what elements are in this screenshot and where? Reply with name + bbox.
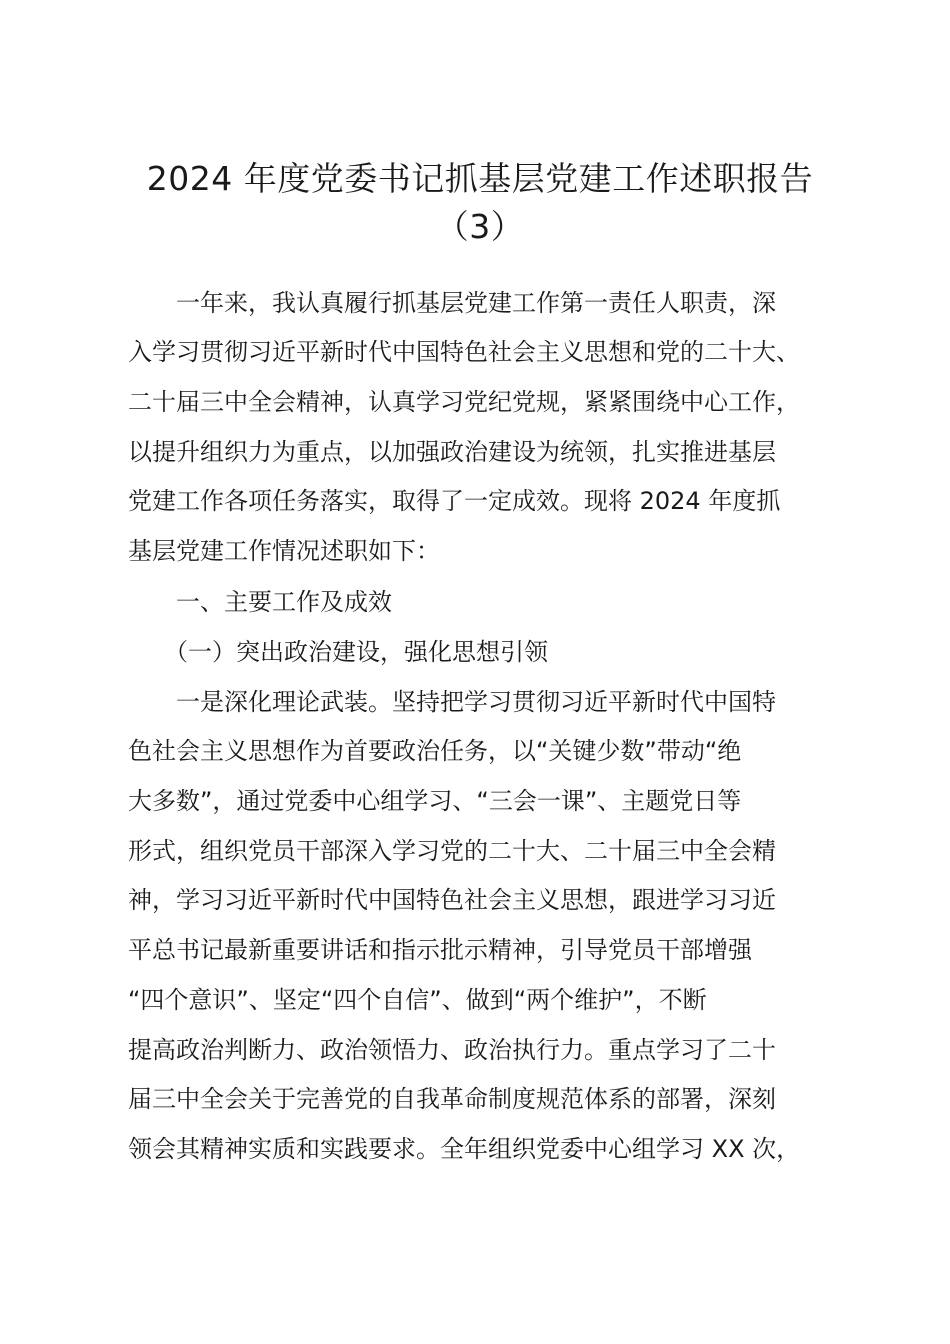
body-line-2: 入学习贯彻习近平新时代中国特色社会主义思想和党的二十大、 [128,338,800,366]
body-line-16: 提高政治判断力、政治领悟力、政治执行力。重点学习了二十 [128,1036,776,1064]
body-line-3: 二十届三中全会精神，认真学习党纪党规，紧紧围绕中心工作， [128,388,800,416]
body-line-1: 一年来，我认真履行抓基层党建工作第一责任人职责，深 [128,289,776,317]
section-heading-1: 一、主要工作及成效 [128,588,392,616]
body-line-6: 基层党建工作情况述职如下： [128,537,440,565]
body-line-14: 平总书记最新重要讲话和指示批示精神，引导党员干部增强 [128,936,752,964]
document-title-number: （3） [435,207,525,246]
body-line-4: 以提升组织力为重点，以加强政治建设为统领，扎实推进基层 [128,438,776,466]
body-line-11: 大多数”，通过党委中心组学习、“三会一课”、主题党日等 [128,787,742,815]
body-line-15: “四个意识”、坚定“四个自信”、做到“两个维护”，不断 [128,986,707,1014]
body-line-17: 届三中全会关于完善党的自我革命制度规范体系的部署，深刻 [128,1085,776,1113]
subsection-heading-1: （一）突出政治建设，强化思想引领 [128,638,548,666]
body-line-5: 党建工作各项任务落实，取得了一定成效。现将 2024 年度抓 [128,487,781,515]
document-title: 2024 年度党委书记抓基层党建工作述职报告 [146,159,814,198]
body-line-9: 一是深化理论武装。坚持把学习贯彻习近平新时代中国特 [128,688,776,716]
body-line-12: 形式，组织党员干部深入学习党的二十大、二十届三中全会精 [128,837,776,865]
body-line-13: 神，学习习近平新时代中国特色社会主义思想，跟进学习习近 [128,886,776,914]
body-line-10: 色社会主义思想作为首要政治任务，以“关键少数”带动“绝 [128,737,742,765]
body-line-18: 领会其精神实质和实践要求。全年组织党委中心组学习 XX 次， [128,1135,801,1163]
